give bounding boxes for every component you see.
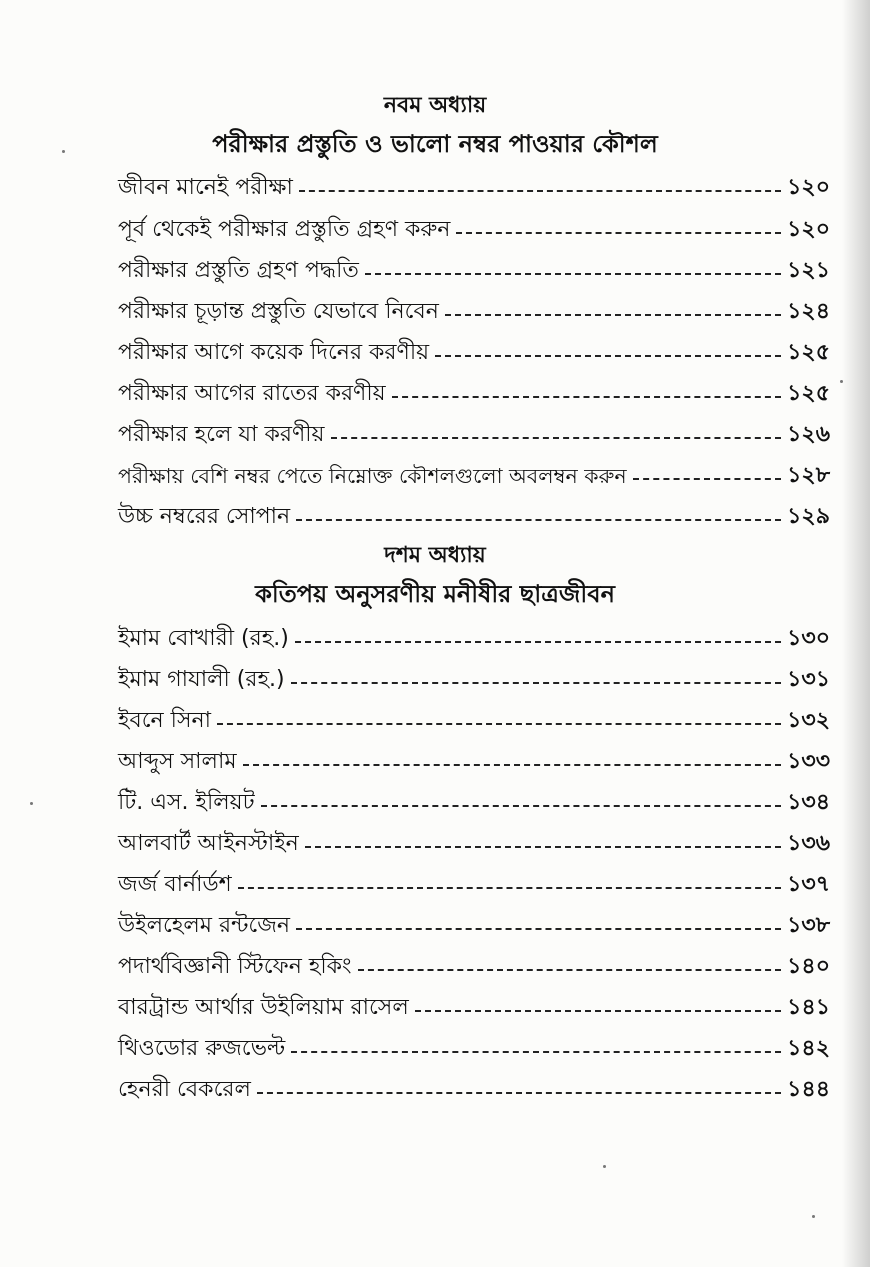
dot-leader bbox=[257, 1092, 781, 1094]
chapter-subtitle: কতিপয় অনুসরণীয় মনীষীর ছাত্রজীবন bbox=[255, 580, 615, 608]
toc-entry[interactable] bbox=[118, 415, 830, 455]
dot-leader bbox=[456, 232, 781, 234]
toc-page-number: ১৩১ bbox=[787, 667, 830, 692]
toc-entry-title: আলবার্ট আইনস্টাইন bbox=[118, 831, 299, 856]
toc-page-number: ১২৪ bbox=[787, 299, 830, 324]
toc-entry[interactable] bbox=[118, 783, 830, 823]
toc-entry-title: ইবনে সিনা bbox=[118, 708, 211, 733]
dot-leader bbox=[243, 764, 782, 766]
toc-entry[interactable] bbox=[118, 619, 830, 659]
chapter-heading: দশম অধ্যায় bbox=[384, 543, 486, 568]
toc-entry-title: পরীক্ষায় বেশি নম্বর পেতে নিম্নোক্ত কৌশলগুলো অবলম্বন করুন bbox=[118, 464, 627, 488]
toc-entry-title: জীবন মানেই পরীক্ষা bbox=[118, 175, 293, 200]
dot-leader bbox=[415, 1010, 781, 1012]
toc-page-number: ১২৬ bbox=[787, 422, 830, 447]
toc-page-number: ১২৯ bbox=[787, 504, 830, 529]
toc-entry-title: বারট্রান্ড আর্থার উইলিয়াম রাসেল bbox=[118, 995, 409, 1020]
dot-leader bbox=[295, 641, 781, 643]
toc-page-number: ১৪৪ bbox=[787, 1077, 830, 1102]
toc-entry[interactable] bbox=[118, 374, 830, 414]
toc-page-number: ১৩২ bbox=[787, 708, 830, 733]
toc-page-number: ১৪১ bbox=[787, 995, 830, 1020]
toc-entry-title: হেনরী বেকরেল bbox=[118, 1077, 251, 1102]
toc-entry[interactable] bbox=[118, 865, 830, 905]
toc-entry-title: পরীক্ষার আগে কয়েক দিনের করণীয় bbox=[118, 340, 430, 365]
dot-leader bbox=[358, 969, 782, 971]
toc-entry-title: ইমাম গাযালী (রহ.) bbox=[118, 667, 285, 692]
toc-entry[interactable] bbox=[118, 947, 830, 987]
toc-entry[interactable] bbox=[118, 497, 830, 537]
dot-leader bbox=[296, 519, 781, 521]
toc-entry[interactable] bbox=[118, 988, 830, 1028]
toc-entry-title: পরীক্ষার চূড়ান্ত প্রস্তুতি যেভাবে নিবেন bbox=[118, 299, 439, 324]
paper-speck bbox=[603, 1165, 606, 1168]
page-edge-shadow bbox=[842, 0, 870, 1267]
chapter-subtitle: পরীক্ষার প্রস্তুতি ও ভালো নম্বর পাওয়ার কৌশল bbox=[212, 130, 658, 158]
paper-speck bbox=[812, 1215, 815, 1218]
toc-page-number: ১৩০ bbox=[787, 626, 830, 651]
toc-entry[interactable] bbox=[118, 1070, 830, 1110]
toc-page-number: ১২৫ bbox=[787, 340, 830, 365]
toc-page-number: ১৩৪ bbox=[787, 790, 830, 815]
toc-page-number: ১২০ bbox=[787, 175, 830, 200]
toc-page-number: ১৪০ bbox=[787, 954, 830, 979]
dot-leader bbox=[291, 1051, 781, 1053]
toc-entry-title: আব্দুস সালাম bbox=[118, 749, 237, 774]
toc-page-number: ১৩৮ bbox=[787, 913, 830, 938]
dot-leader bbox=[365, 273, 781, 275]
paper-speck bbox=[840, 380, 843, 383]
toc-entry[interactable] bbox=[118, 701, 830, 741]
dot-leader bbox=[392, 396, 782, 398]
toc-page-number: ১২৫ bbox=[787, 381, 830, 406]
dot-leader bbox=[435, 355, 781, 357]
paper-speck bbox=[30, 802, 33, 805]
dot-leader bbox=[261, 805, 782, 807]
dot-leader bbox=[217, 723, 781, 725]
toc-page-number: ১৪২ bbox=[787, 1036, 830, 1061]
toc-entry[interactable] bbox=[118, 824, 830, 864]
toc-entry[interactable] bbox=[118, 292, 830, 332]
toc-page-number: ১৩৬ bbox=[787, 831, 830, 856]
dot-leader bbox=[291, 682, 782, 684]
toc-entry-title: পদার্থবিজ্ঞানী স্টিফেন হকিং bbox=[118, 954, 352, 979]
toc-entry[interactable] bbox=[118, 660, 830, 700]
dot-leader bbox=[296, 928, 781, 930]
toc-entry-title: পরীক্ষার হলে যা করণীয় bbox=[118, 422, 325, 447]
toc-entry-title: পূর্ব থেকেই পরীক্ষার প্রস্তুতি গ্রহণ করুন bbox=[118, 217, 451, 242]
toc-entry[interactable] bbox=[118, 210, 830, 250]
toc-entry-title: টি. এস. ইলিয়ট bbox=[118, 790, 255, 815]
toc-entry[interactable] bbox=[118, 456, 830, 496]
toc-entry-title: উইলহেলম রন্টজেন bbox=[118, 913, 291, 938]
toc-page-number: ১২০ bbox=[787, 217, 830, 242]
toc-entry[interactable] bbox=[118, 742, 830, 782]
toc-entry[interactable] bbox=[118, 1029, 830, 1069]
toc-entry-title: জর্জ বার্নার্ডশ bbox=[118, 872, 232, 897]
toc-entry[interactable] bbox=[118, 906, 830, 946]
dot-leader bbox=[633, 478, 782, 480]
toc-page-number: ১২৮ bbox=[787, 463, 830, 488]
toc-page-number: ১২১ bbox=[787, 258, 830, 283]
toc-entry-title: উচ্চ নম্বরের সোপান bbox=[118, 504, 291, 529]
toc-entry[interactable] bbox=[118, 333, 830, 373]
dot-leader bbox=[238, 887, 781, 889]
chapter-heading: নবম অধ্যায় bbox=[383, 93, 487, 118]
dot-leader bbox=[299, 190, 781, 192]
toc-page-number: ১৩৩ bbox=[787, 749, 830, 774]
dot-leader bbox=[305, 846, 781, 848]
toc-entry-title: পরীক্ষার আগের রাতের করণীয় bbox=[118, 381, 386, 406]
dot-leader bbox=[445, 314, 781, 316]
toc-page-number: ১৩৭ bbox=[787, 872, 830, 897]
toc-entry-title: ইমাম বোখারী (রহ.) bbox=[118, 626, 289, 651]
toc-entry[interactable] bbox=[118, 251, 830, 291]
toc-entry[interactable] bbox=[118, 168, 830, 208]
toc-entry-title: পরীক্ষার প্রস্তুতি গ্রহণ পদ্ধতি bbox=[118, 258, 359, 283]
toc-entry-title: থিওডোর রুজভেল্ট bbox=[118, 1036, 286, 1061]
dot-leader bbox=[331, 437, 782, 439]
